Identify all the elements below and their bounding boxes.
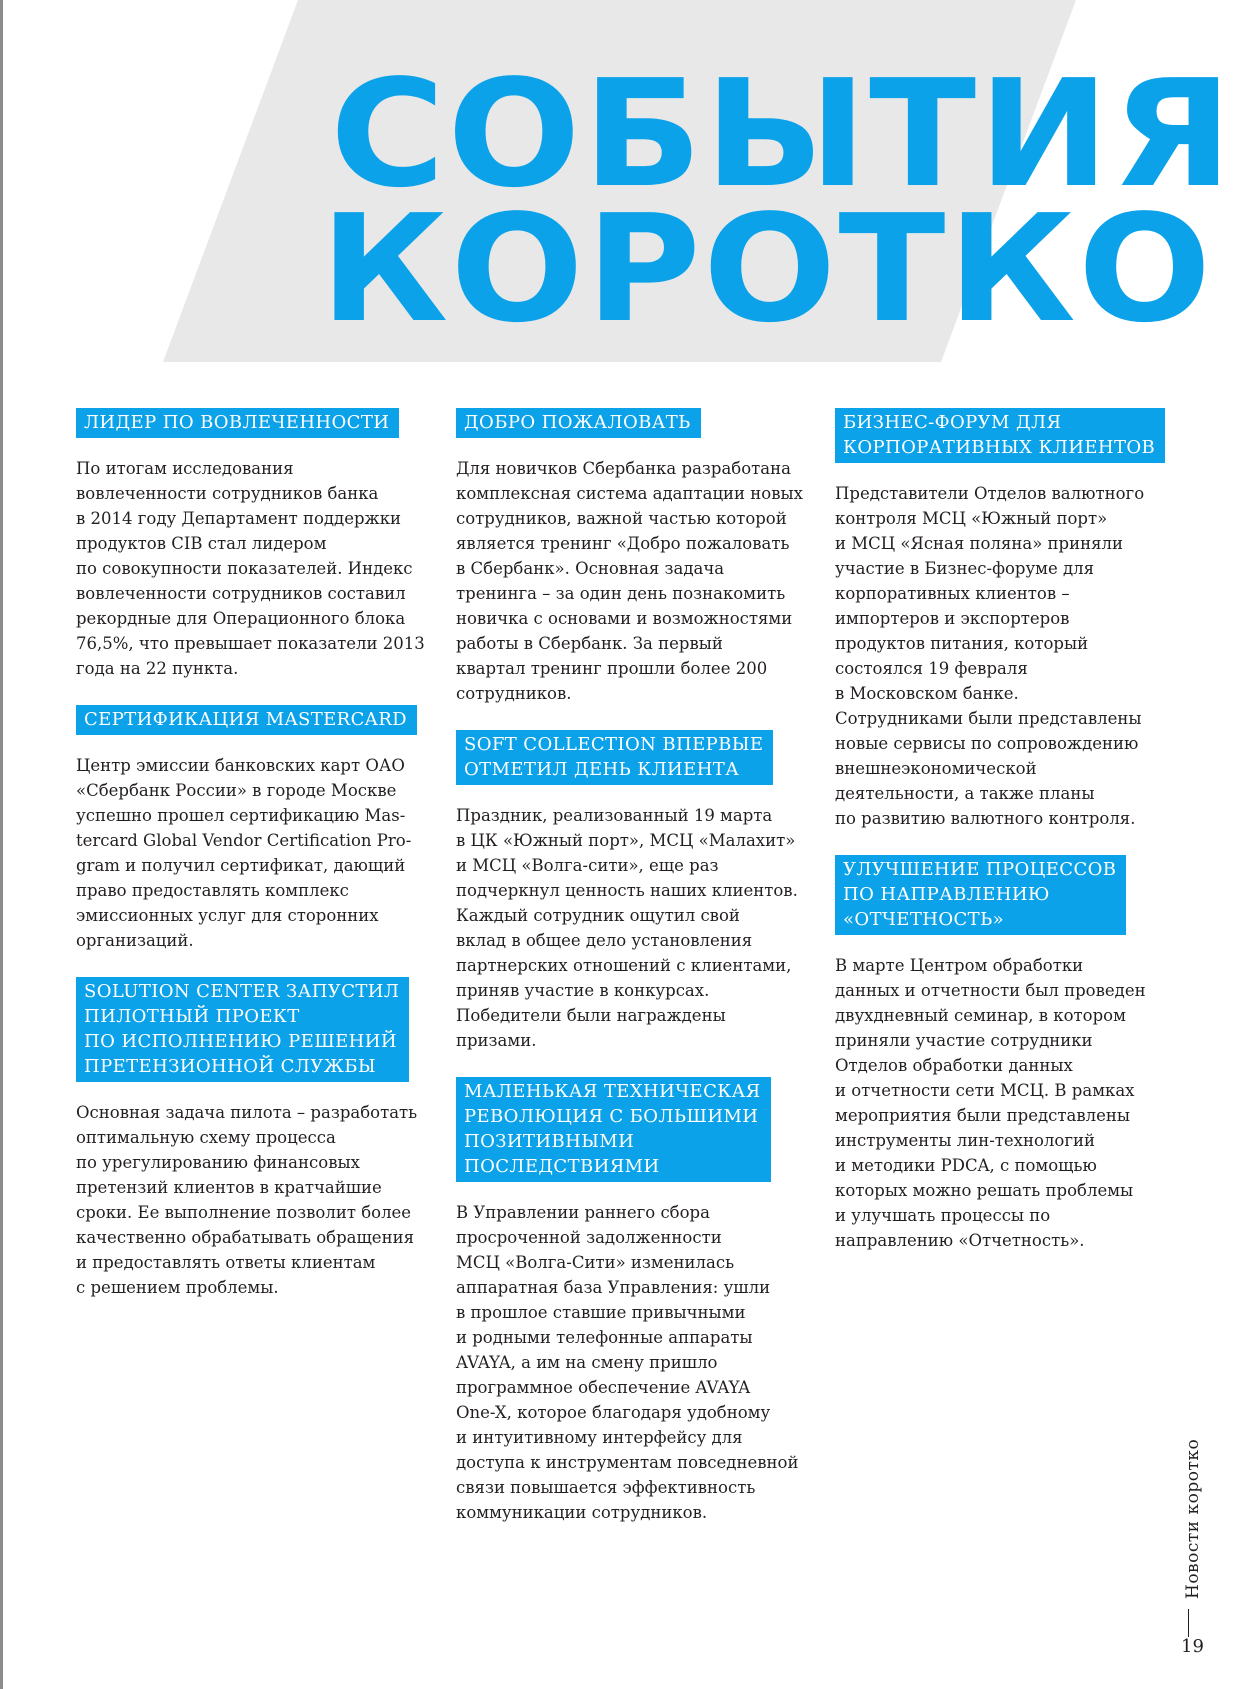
article-body-engagement-leader: По итогам исследования вовлеченности сотрудников банка в 2014 году Департамент поддержки продуктов CIB стал лидером по совокупности показателей. Индекс вовлеченности сотрудников составил рекордные для Операционного блока 76,5%, что превышает показатели 2013 года на 22 пункта.: [76, 459, 425, 678]
column-2: [456, 408, 816, 1549]
article-heading-welcome: ДОБРО ПОЖАЛОВАТЬ: [456, 408, 701, 438]
article-body-business-forum: Представители Отделов валютного контроля МСЦ «Южный порт» и МСЦ «Ясная поляна» приняли участие в Бизнес-форуме для корпоративных клиентов – импортеров и экспортеров продуктов питания, который состоялся 19 февраля в Московском банке. Сотрудниками были представлены новые сервисы по сопровождению внешнеэкономической деятельности, а также планы по развитию валютного контроля.: [835, 484, 1145, 828]
article-body-tech-revolution: В Управлении раннего сбора просроченной задолженности МСЦ «Волга-Сити» изменилась аппаратная база Управления: ушли в прошлое ставшие привычными и родными телефонные аппараты AVAYA, а им на смену пришло программное обеспечение AVAYA One-X, которое благодаря удобному и интуитивному интерфейсу для доступа к инструментам повседневной связи повышается эффективность коммуникации сотрудников.: [456, 1203, 799, 1522]
column-1: [76, 408, 436, 1324]
article-body-client-day: Праздник, реализованный 19 марта в ЦК «Южный порт», МСЦ «Малахит» и МСЦ «Волга-сити», еще раз подчеркнул ценность наших клиентов. Каждый сотрудник ощутил свой вклад в общее дело установления партнерских отношений с клиентами, приняв участие в конкурсах. Победители были награждены призами.: [456, 806, 798, 1050]
article-body-welcome: Для новичков Сбербанка разработана комплексная система адаптации новых сотрудников, важной частью которой является тренинг «Добро пожаловать в Сбербанк». Основная задача тренинга – за один день познакомить новичка с основами и возможностями работы в Сбербанк. За первый квартал тренинг прошли более 200 сотрудников.: [456, 459, 803, 703]
article-body-reporting-process: В марте Центром обработки данных и отчетности был проведен двухдневный семинар, в котором приняли участие сотрудники Отделов обработки данных и отчетности сети МСЦ. В рамках мероприятия были представлены инструменты лин-технологий и методики PDCA, с помощью которых можно решать проблемы и улучшать процессы по направлению «Отчетность».: [835, 956, 1146, 1250]
article-heading-engagement-leader: ЛИДЕР ПО ВОВЛЕЧЕННОСТИ: [76, 408, 399, 438]
page-number: 19: [1181, 1636, 1204, 1657]
article-heading-mastercard: СЕРТИФИКАЦИЯ MASTERCARD: [76, 705, 417, 735]
article-heading-reporting-process: УЛУЧШЕНИЕ ПРОЦЕССОВ ПО НАПРАВЛЕНИЮ «ОТЧЕТНОСТЬ»: [835, 855, 1126, 935]
footer-divider: [1188, 1609, 1189, 1637]
article-body-solution-center: Основная задача пилота – разработать оптимальную схему процесса по урегулированию финансовых претензий клиентов в кратчайшие сроки. Ее выполнение позволит более качественно обрабатывать обращения и предоставлять ответы клиентам с решением проблемы.: [76, 1103, 418, 1297]
article-heading-solution-center: SOLUTION CENTER ЗАПУСТИЛ ПИЛОТНЫЙ ПРОЕКТ ПО ИСПОЛНЕНИЮ РЕШЕНИЙ ПРЕТЕНЗИОННОЙ СЛУЖБЫ: [76, 977, 409, 1082]
section-running-head: Новости коротко: [1183, 1438, 1203, 1599]
article-heading-tech-revolution: МАЛЕНЬКАЯ ТЕХНИЧЕСКАЯ РЕВОЛЮЦИЯ С БОЛЬШИМИ ПОЗИТИВНЫМИ ПОСЛЕДСТВИЯМИ: [456, 1077, 771, 1182]
article-body-mastercard: Центр эмиссии банковских карт ОАО «Сбербанк России» в городе Москве успешно прошел сертификацию Mas- tercard Global Vendor Certification Pro- gram и получил сертификат, дающий право предоставлять комплекс эмиссионных услуг для сторонних организаций.: [76, 756, 412, 950]
column-3: [835, 408, 1195, 1277]
article-heading-business-forum: БИЗНЕС-ФОРУМ ДЛЯ КОРПОРАТИВНЫХ КЛИЕНТОВ: [835, 408, 1165, 463]
page-title-line-2: КОРОТКО: [320, 183, 1214, 355]
article-heading-client-day: SOFT COLLECTION ВПЕРВЫЕ ОТМЕТИЛ ДЕНЬ КЛИЕНТА: [456, 730, 773, 785]
page-title-line-1: СОБЫТИЯ: [330, 48, 1235, 220]
